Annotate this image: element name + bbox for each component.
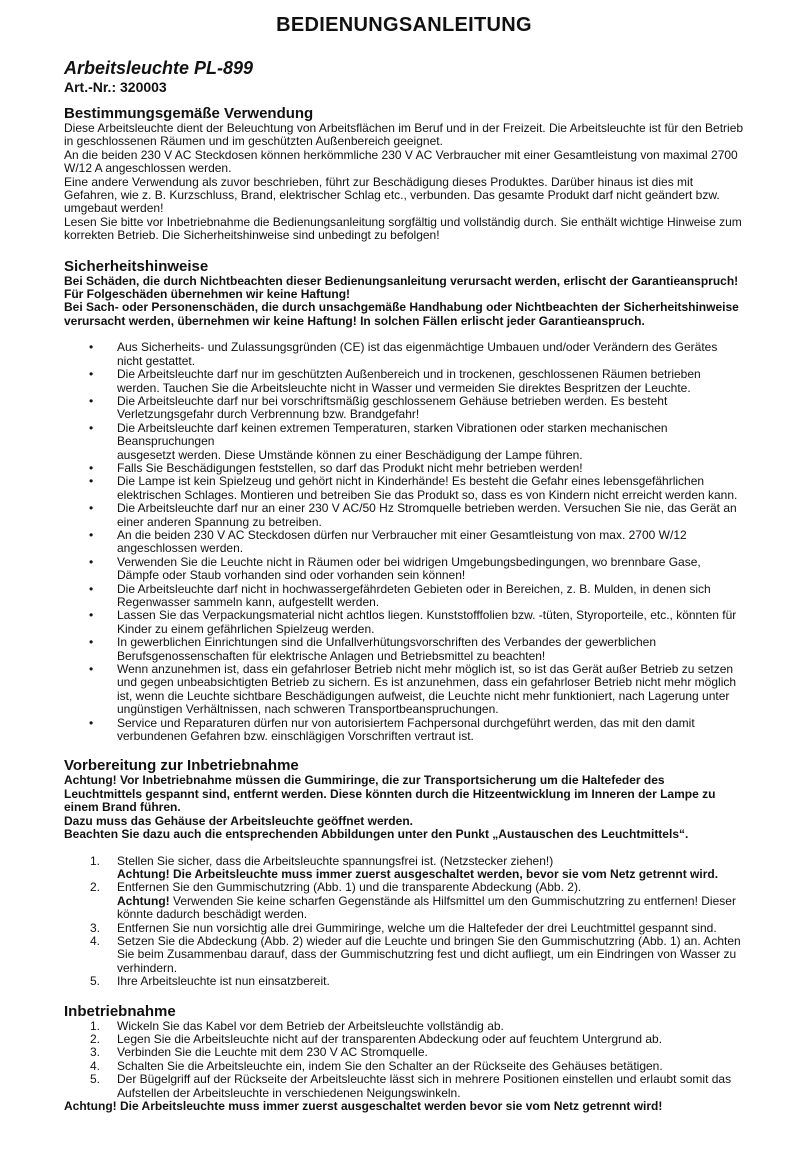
step-number: 3. [90, 1045, 101, 1060]
paragraph: Eine andere Verwendung als zuvor beschrieben, führt zur Beschädigung dieses Produktes. Darüber hinaus ist dies mit Gefahren, wie z. B. Kurzschluss, Brand, elektrischer Schlag etc., verbunden. Das gesamte Produkt darf nicht geändert bzw. umgebaut werden! [64, 174, 720, 216]
safety-list [64, 341, 744, 743]
step-number: 4. [90, 1058, 101, 1073]
list-item: • Die Arbeitsleuchte darf nur im geschützten Außenbereich und in trockenen, geschlossenen Räumen betrieben werden. Tauchen Sie die Arbeitsleuchte nicht in Wasser und vermeiden Sie direktes Bespritzen der Leuchte. [117, 368, 744, 395]
list-item: • In gewerblichen Einrichtungen sind die Unfallverhütungsvorschriften des Verbandes der gewerblichen Berufsgenossenschaften für elektrische Anlagen und Betriebsmittel zu beachten! [117, 636, 744, 663]
list-item-continuation: ausgesetzt werden. Diese Umstände können zu einer Beschädigung der Lampe führen. [117, 447, 583, 462]
list-item: • Die Lampe ist kein Spielzeug und gehört nicht in Kinderhände! Es besteht die Gefahr eines lebensgefährlichen elektrischen Schlages. Montieren und betreiben Sie das Produkt so, dass es von Kindern nicht erreicht werden kann. [117, 475, 744, 502]
document-title: BEDIENUNGSANLEITUNG [276, 14, 532, 36]
step-item [90, 880, 744, 922]
step-number: 4. [90, 933, 101, 948]
list-item: • An die beiden 230 V AC Steckdosen dürfen nur Verbraucher mit einer Gesamtleistung von max. 2700 W/12 angeschlossen werden. [117, 529, 744, 556]
operation-steps [64, 1020, 744, 1100]
list-item: • Aus Sicherheits- und Zulassungsgründen (CE) ist das eigenmächtige Umbauen und/oder Verändern des Gerätes nicht gestattet. [117, 341, 744, 368]
step-item [90, 920, 744, 935]
paragraph: An die beiden 230 V AC Steckdosen können herkömmliche 230 V AC Verbraucher mit einer Gesamtleistung von maximal 2700 W/12 A angeschlossen werden. [64, 147, 738, 176]
paragraph: Lesen Sie bitte vor Inbetriebnahme die Bedienungsanleitung sorgfältig und vollständig durch. Sie enthält wichtige Hinweise zum korrekten Betrieb. Die Sicherheitshinweise sind unbedingt zu befolgen! [64, 214, 742, 243]
step-note-bold: Achtung! Die Arbeitsleuchte muss immer zuerst ausgeschaltet werden, bevor sie vom Netz getrennt wird. [117, 866, 719, 881]
warning-paragraph: Bei Sach- oder Personenschäden, die durch unsachgemäße Handhabung oder Nichtbeachten der Sicherheitshinweise verursacht werden, übernehmen wir keine Haftung! In solchen Fällen erlischt jeder Garantieanspruch. [64, 300, 739, 328]
step-item [90, 1018, 744, 1033]
step-text: Stellen Sie sicher, dass die Arbeitsleuchte spannungsfrei ist. (Netzstecker ziehen!) [117, 853, 554, 868]
warning-paragraph: Dazu muss das Gehäuse der Arbeitsleuchte geöffnet werden. [64, 813, 413, 828]
step-note [117, 895, 744, 922]
list-item: • Lassen Sie das Verpackungsmaterial nicht achtlos liegen. Kunststofffolien bzw. -tüten, Styroporteile, etc., könnten für Kinder zu einem gefährlichen Spielzeug werden. [117, 609, 744, 636]
step-note-bold: Achtung! [117, 893, 170, 908]
preparation-steps [64, 855, 744, 989]
list-item: • Die Arbeitsleuchte darf nur an einer 230 V AC/50 Hz Stromquelle betrieben werden. Versuchen Sie nie, das Gerät an einer anderen Spannung zu betreiben. [117, 502, 744, 529]
warning-paragraph: Achtung! Vor Inbetriebnahme müssen die Gummiringe, die zur Transportsicherung um die Haltefeder des Leuchtmittels gespannt sind, entfernt werden. Diese könnten durch die Hitzeentwicklung im Inneren der Lampe zu einem Brand führen. [64, 773, 716, 815]
step-number: 3. [90, 920, 101, 935]
warning-paragraph: Bei Schäden, die durch Nichtbeachten dieser Bedienungsanleitung verursacht werden, erlischt der Garantieanspruch! [64, 273, 739, 288]
step-text: Ihre Arbeitsleuchte ist nun einsatzbereit. [117, 974, 330, 989]
step-item [90, 853, 744, 882]
step-text: Verbinden Sie die Leuchte mit dem 230 V AC Stromquelle. [117, 1045, 428, 1060]
step-number: 2. [90, 1031, 101, 1046]
step-text: Entfernen Sie den Gummischutzring (Abb. 1) und die transparente Abdeckung (Abb. 2). [117, 880, 582, 895]
warning-paragraph: Beachten Sie dazu auch die entsprechenden Abbildungen unter den Punkt „Austauschen des Leuchtmittels“. [64, 827, 689, 842]
section-heading-safety: Sicherheitshinweise [64, 257, 209, 275]
step-number: 1. [90, 1018, 101, 1033]
section-heading-operation: Inbetriebnahme [64, 1002, 176, 1020]
step-text: Legen Sie die Arbeitsleuchte nicht auf der transparenten Abdeckung oder auf feuchtem Untergrund ab. [117, 1031, 663, 1046]
article-number: Art.-Nr.: 320003 [64, 79, 167, 95]
paragraph: Diese Arbeitsleuchte dient der Beleuchtung von Arbeitsflächen im Beruf und in der Freizeit. Die Arbeitsleuchte ist für den Betrieb in geschlossenen Räumen und im geschützten Außenbereich geeignet. [64, 121, 744, 149]
step-number: 5. [90, 1072, 101, 1087]
step-number: 5. [90, 974, 101, 989]
step-item [90, 1072, 744, 1100]
step-text: Schalten Sie die Arbeitsleuchte ein, indem Sie den Schalter an der Rückseite des Gehäuses betätigen. [117, 1058, 663, 1073]
step-item [90, 933, 744, 975]
step-item [90, 1031, 744, 1046]
step-note [117, 868, 744, 881]
warning-paragraph: Für Folgeschäden übernehmen wir keine Haftung! [64, 287, 351, 302]
section-heading-preparation: Vorbereitung zur Inbetriebnahme [64, 757, 299, 775]
list-item: • Verwenden Sie die Leuchte nicht in Räumen oder bei widrigen Umgebungsbedingungen, wo brennbare Gase, Dämpfe oder Staub vorhanden sind oder vorhanden sein können! [117, 556, 744, 583]
list-item-text: Die Arbeitsleuchte darf keinen extremen Temperaturen, starken Vibrationen oder starken mechanischen Beanspruchungen [117, 420, 668, 449]
list-item: • Wenn anzunehmen ist, dass ein gefahrloser Betrieb nicht mehr möglich ist, so ist das Gerät außer Betrieb zu setzen und gegen unbeabsichtigten Betrieb zu sichern. Es ist anzunehmen, dass ein gefahrloser Betrieb nicht mehr möglich ist, wenn die Leuchte sichtbare Beschädigungen aufweist, die Leuchte nicht mehr funktioniert, nach Lagerung unter ungünstigen Verhältnissen, nach schweren Transportbeanspruchungen. [117, 663, 744, 717]
step-number: 1. [90, 853, 101, 868]
list-item: • Die Arbeitsleuchte darf nicht in hochwassergefährdeten Gebieten oder in Bereichen, z. B. Mulden, in denen sich Regenwasser sammeln kann, aufgestellt werden. [117, 583, 744, 610]
list-item [117, 422, 744, 462]
product-title: Arbeitsleuchte PL-899 [64, 58, 254, 78]
step-note-text: Verwenden Sie keine scharfen Gegenstände als Hilfsmittel um den Gummischutzring zu entfernen! Dieser könnte dadurch beschädigt werden. [117, 893, 736, 922]
list-item: • Die Arbeitsleuchte darf nur bei vorschriftsmäßig geschlossenem Gehäuse betrieben werden. Es besteht Verletzungsgefahr durch Verbrennung bzw. Brandgefahr! [117, 395, 744, 422]
step-text: Entfernen Sie nun vorsichtig alle drei Gummiringe, welche um die Haltefeder der drei Leuchtmittel gespannt sind. [117, 920, 717, 935]
step-text: Setzen Sie die Abdeckung (Abb. 2) wieder auf die Leuchte und bringen Sie den Gummischutzring (Abb. 1) an. Achten Sie beim Zusammenbau darauf, dass der Gummischutzring fest und dicht aufliegt, um ein Eindringen von Wasser zu verhindern. [117, 933, 741, 975]
final-warning: Achtung! Die Arbeitsleuchte muss immer zuerst ausgeschaltet werden bevor sie vom Netz getrennt wird! [64, 1099, 663, 1113]
step-item [90, 1058, 744, 1073]
list-item: • Service und Reparaturen dürfen nur von autorisiertem Fachpersonal durchgeführt werden, das mit den damit verbundenen Gefahren bzw. einschlägigen Vorschriften vertraut ist. [117, 717, 744, 744]
step-text: Der Bügelgriff auf der Rückseite der Arbeitsleuchte lässt sich in mehrere Positionen einstellen und erlaubt somit das Aufstellen der Arbeitsleuchte in verschiedenen Neigungswinkeln. [117, 1072, 732, 1100]
step-text: Wickeln Sie das Kabel vor dem Betrieb der Arbeitsleuchte vollständig ab. [117, 1018, 504, 1033]
list-item: • Falls Sie Beschädigungen feststellen, so darf das Produkt nicht mehr betrieben werden! [117, 462, 744, 475]
step-item [90, 1045, 744, 1060]
step-item [90, 974, 744, 989]
section-heading-intended-use: Bestimmungsgemäße Verwendung [64, 105, 314, 122]
step-number: 2. [90, 880, 101, 895]
